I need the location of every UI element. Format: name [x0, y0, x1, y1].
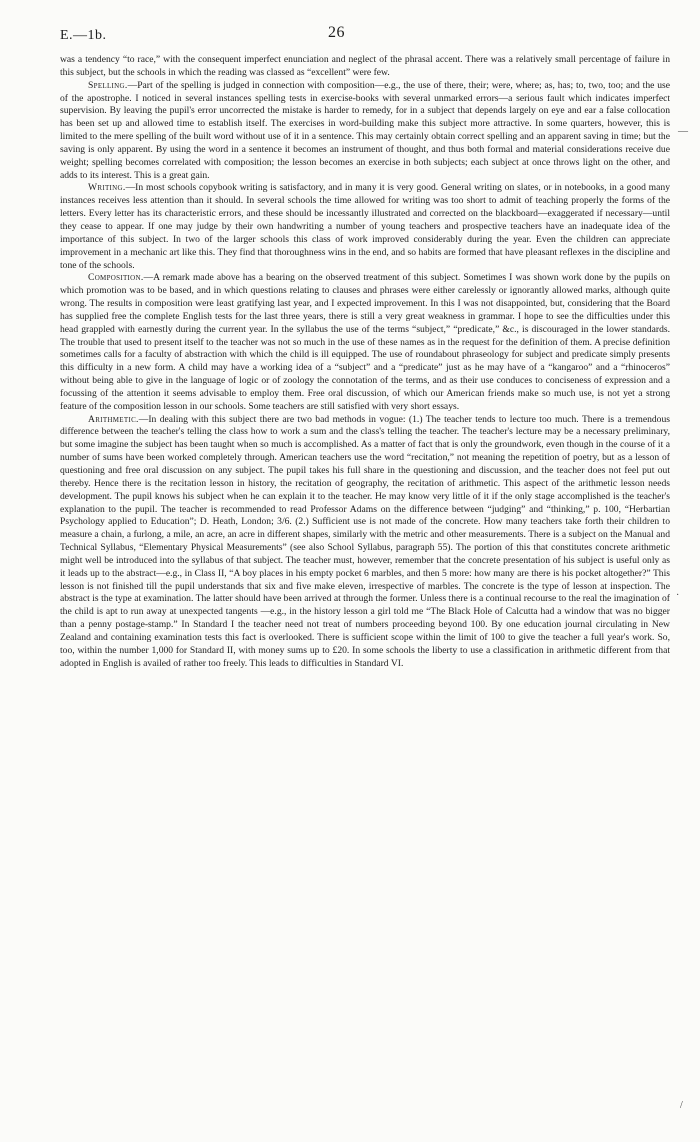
document-page: [60, 22, 670, 671]
paragraph-text: —Part of the spelling is judged in connection with composition—e.g., the use of there, their; were, where; as, has; to, two, too; and the use of the apostrophe. I noticed in several instances spelling tests in exercise-books with several unmarked errors—a serious fault which indicates imperfect supervision. By leaving the pupil's error uncorrected the mistake is harder to remedy, for in a subject that depends largely on eye and ear a false collocation has been set up and allowed time to establish itself. The exercises in word-building make this subject more attractive. In some quarters, however, this is limited to the mere spelling of the built word without use of it in a sentence. This may certainly obtain correct spelling and an apparent saving in time; but the saving is only apparent. By using the word in a sentence it becomes an instrument of thought, and thus both formal and material considerations receive due weight; spelling becomes correlated with composition; the lesson becomes an exercise in both subjects; each subject at once throws light on the other, and adds to its interest. This is a great gain.: [60, 79, 670, 181]
margin-mark-middle: ·: [676, 590, 680, 601]
paragraph-reading-end: [60, 54, 670, 80]
paragraph-spelling: [60, 80, 670, 183]
paragraph-arithmetic: [60, 414, 670, 671]
paragraph-text: was a tendency “to race,” with the consequent imperfect enunciation and neglect of the phrasal accent. There was a relatively small percentage of failure in this subject, but the schools in which the reading was classed as “excellent” were few.: [60, 54, 670, 78]
page-body: [60, 54, 670, 671]
page-number: 26: [328, 24, 345, 41]
margin-mark-top: —: [678, 126, 688, 137]
section-heading-composition: Composition.: [88, 272, 144, 284]
section-heading-arithmetic: Arithmetic.: [88, 413, 139, 425]
section-heading-writing: Writing.: [88, 182, 126, 194]
margin-mark-bottom: /: [680, 1100, 683, 1111]
paragraph-text: —In most schools copybook writing is satisfactory, and in many it is very good. General writing on slates, or in notebooks, in a good many instances receives less attention than it should. In several schools the time allowed for writing was too short to admit of teaching properly the forms of the letters. Every letter has its characteristic errors, and these should be incessantly illustrated and corrected on the blackboard—exaggerated if necessary—until they cease to appear. If one may judge by their own handwriting a number of young teachers and prospective teachers have an inadequate idea of the importance of this subject. In two of the larger schools this class of work improved considerably during the year. Even the children can appreciate improvement in a mechanic art like this. They find that thoroughness wins in the end, and so habits are formed that have pleasant reflexes in the discipline and tone of the schools.: [60, 182, 670, 271]
paragraph-text: —In dealing with this subject there are two bad methods in vogue: (1.) The teacher tends to lecture too much. There is a tremendous difference between the teacher's telling the class how to work a sum and the class's telling the teacher. The teacher's lecture may be a necessary preliminary, but some imagine the subject has been taught when so much is accomplished. As a matter of fact that is only the groundwork, even though in the course of it a number of sums have been worked completely through. American teachers use the word “recitation,” not meaning the repetition of poetry, but as a lesson of questioning and free oral discussion on any subject. The pupil takes his full share in the questioning and discussion, and the teacher does not feel put out thereby. Hence there is the recitation lesson in history, the recitation of geography, the recitation of arithmetic. This aspect of the arithmetic lesson needs development. The pupil knows his subject when he can explain it to the teacher. He may know very little of it if the only stage accomplished is the teacher's explanation to the pupil. The teacher is recommended to read Professor Adams on the difference between “judging” and “thinking,” p. 100, “Herbartian Psychology applied to Education”; D. Heath, London; 3/6. (2.) Sufficient use is not made of the concrete. How many teachers take forth their children to measure a chain, a furlong, a mile, an acre, an acre in different shapes, similarly with the metric and other measurements. There is a subject on the Manual and Technical Syllabus, “Elementary Physical Measurements” (see also School Syllabus, paragraph 55). The portion of this that constitutes concrete arithmetic might well be introduced into the syllabus of that subject. The teacher must, however, remember that the concrete presentation of his subject is useful only as it leads up to the abstract—e.g., in Class II, “A boy places in his empty pocket 6 marbles, and then 5 more: how many are there is his pocket altogether?” This lesson is not finished till the pupil understands that six and five make eleven, irrespective of marbles. The concrete is the type of lesson at inspection. The abstract is the type at examination. The latter should have been arrived at through the former. Unless there is a continual recourse to the real the imagination of the child is apt to run away at unexpected tangents —e.g., in the history lesson a girl told me “The Black Hole of Calcutta had a window that was no bigger than a penny postage-stamp.” In Standard I the teacher need not treat of numbers proceeding beyond 100. By one education journal circulating in New Zealand and containing examination tests this fact is overlooked. There is sufficient scope within the limit of 100 to give the teacher a full year's work. So, too, within the number 1,000 for Standard II, with money sums up to £20. In some schools the liberty to use a classification in arithmetic different from that adopted in English is availed of rather too freely. This leads to difficulties in Standard VI.: [60, 413, 670, 669]
page-header: [60, 22, 670, 48]
paragraph-composition: [60, 272, 670, 413]
section-heading-spelling: Spelling.: [88, 79, 128, 91]
document-reference: E.—1b.: [60, 28, 107, 43]
paragraph-text: —A remark made above has a bearing on the observed treatment of this subject. Sometimes I was shown work done by the pupils on which promotion was to be based, and in which questions relating to clauses and phrases were either carelessly or ignorantly allowed marks, although quite wrong. The results in composition were least gratifying last year, and I expected improvement. In this I was not disappointed, but, considering that the Board has supplied free the complete English tests for the last three years, there is still a very great weakness in grammar. I hope to see the difficulties under this head grappled with earnestly during the current year. In the syllabus the use of the terms “subject,” “predicate,” &c., is discouraged in the lower standards. The trouble that used to present itself to the teacher was not so much in the use of these names as in the request for the definition of them. A precise definition sometimes calls for a faculty of abstraction with which the child is ill equipped. The use of roundabout phraseology for subject and predicate simply presents this difficulty in a new form. A child may have a working idea of a “subject” and a “predicate” just as he may have of a “kangaroo” and a “rhinoceros” without being able to give in the language of logic or of zoology the connotation of the terms, and as their use conduces to conciseness of expression and a focussing of the attention it seems advisable to employ them. Free oral discussion, of which our American friends make so much use, is not yet a strong feature of the composition lesson in our schools. Some teachers are still satisfied with very short essays.: [60, 272, 670, 412]
paragraph-writing: [60, 182, 670, 272]
